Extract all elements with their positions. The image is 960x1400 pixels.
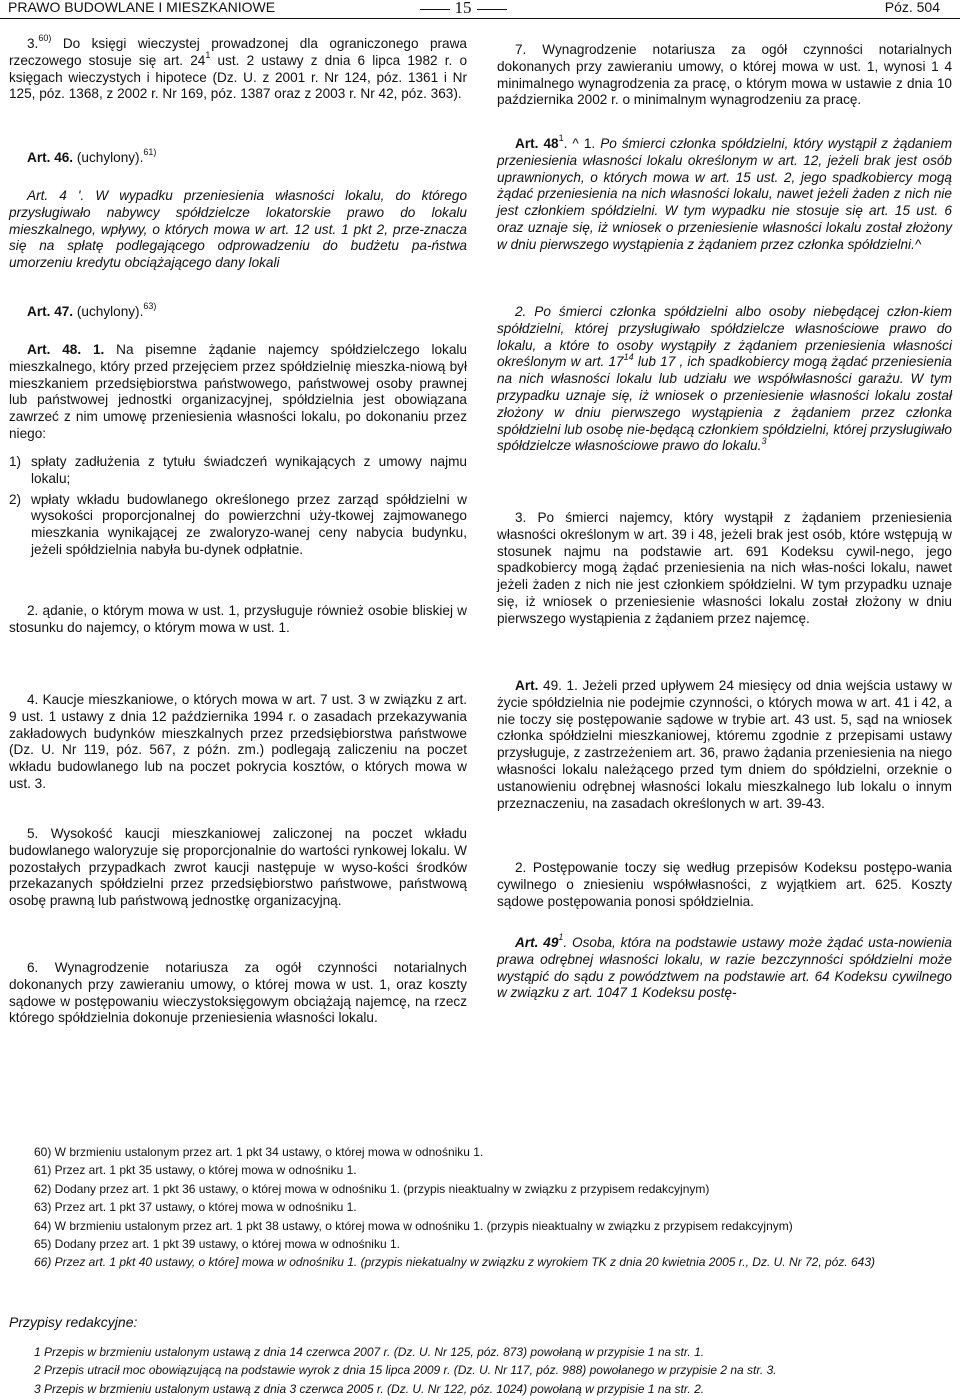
list-item xyxy=(9,454,467,488)
superscript: 1 xyxy=(558,133,564,144)
article-47 xyxy=(9,301,467,321)
p2a-text: 2. Po śmierci członka spółdzielni albo osoby niebędącej człon-kiem spółdzielni, której przysługiwało spółdzielcze własnościowe prawo do lokalu, a które to osoby wystąpiły z żądaniem przeniesienia własności określonym w art. 17 xyxy=(497,304,952,370)
footnotes xyxy=(34,1143,944,1272)
editorial-note: 3 Przepis w brzmieniu ustalonym ustawą z dnia 3 czerwca 2005 r. (Dz. U. Nr 122, póz. 1024) powołaną w przypisie 1 na str. 2. xyxy=(34,1381,705,1396)
article-46 xyxy=(9,147,467,167)
article-48-1 xyxy=(497,133,953,254)
footnote-ref: 63) xyxy=(143,301,157,312)
editorial-notes-title: Przypisy redakcyjne: xyxy=(9,1314,138,1330)
footnote: 61) Przez art. 1 pkt 35 ustawy, o której mowa w odnośniku 1. xyxy=(34,1163,357,1178)
art49-label: Art. xyxy=(515,678,539,693)
art4-text: W wypadku przeniesienia własności lokalu, do którego przysługiwało nabywcy spółdzielcze lokatorskie prawo do lokalu mieszkalnego, wpływy, o których mowa w art. 12 ust. 1 pkt 2, prze-znacza się na spłatę podlegającego odprowadzeniu do budżetu pa-ństwa umorzeniu kredytu obciążającego dany lokali xyxy=(9,188,468,271)
list-item xyxy=(9,492,467,559)
art48-1-mid: . ^ 1. xyxy=(563,136,596,151)
footnote: 62) Dodany przez art. 1 pkt 36 ustawy, o której mowa w odnośniku 1. (przypis nieaktualny w związku z przypisem redakcyjnym) xyxy=(34,1181,710,1196)
paragraph-2: 2. ądanie, o którym mowa w ust. 1, przysługuje również osobie bliskiej w stosunku do najemcy, o którym mowa w ust. 1. xyxy=(9,603,467,635)
footnote: 63) Przez art. 1 pkt 37 ustawy, o której mowa w odnośniku 1. xyxy=(34,1200,357,1215)
list-number: 2) xyxy=(9,491,22,507)
article-4 xyxy=(9,188,467,272)
paragraph-6: 6. Wynagrodzenie notariusza za ogół czynności notarialnych dokonanych przy zawieraniu umowy, o której mowa w ust. 1, oraz koszty sądowe w postępowaniu wieczystoksięgowym obciążają najemcę, na rzecz którego spółdzielnia dokonuje przeniesienia własności lokalu. xyxy=(9,960,467,1026)
header-rule xyxy=(0,18,960,19)
footnote: 64) W brzmieniu ustalonym przez art. 1 pkt 38 ustawy, o której mowa w odnośniku 1. (przypis nieaktualny w związku z przypisem redakcyjnym) xyxy=(34,1218,793,1233)
paragraph-5: 5. Wysokość kaucji mieszkaniowej zaliczonej na poczet wkładu budowlanego waloryzuje się proporcjonalnie do wartości rynkowej lokalu. W pozostałych przypadkach zwrot kaucji następuje w wyso-kości środków przekazanych spółdzielni przez przedsiębiorstwo państwowe, państwową osobę prawną lub państwową jednostkę organizacyjną. xyxy=(9,826,467,909)
article-49 xyxy=(497,678,952,812)
page-number xyxy=(413,0,513,16)
p3-number: 3. xyxy=(27,36,39,51)
list-number: 1) xyxy=(9,454,22,469)
art49-text: 49. 1. Jeżeli przed upływem 24 miesięcy od dnia wejścia ustawy w życie spółdzielnia nie podejmie czynności, o których mowa w art. 41 i 42, a nie toczy się postępowanie sądowe w trybie art. 43 ust. 5, sąd na wniosek członka spółdzielni mieszkaniowej, któremu zgodnie z przepisami ustawy przysługuje, z zastrzeżeniem art. 36, prawo żądania przeniesienia na niego własności lokalu należącego przed tym dniem do spółdzielni, orzeknie o ustanowieniu odrębnej własności lokalu mieszkalnego lub lokalu o innym przeznaczeniu, na zasadach określonych w art. 39-43. xyxy=(497,678,952,811)
header-title: PRAWO BUDOWLANE I MIESZKANIOWE xyxy=(8,0,276,15)
art48-label: Art. 48. 1. xyxy=(27,342,105,357)
art47-label: Art. 47. xyxy=(27,304,74,319)
article-49-1 xyxy=(497,932,952,1002)
editorial-note: 1 Przepis w brzmieniu ustalonym ustawą z dnia 14 czerwca 2007 r. (Dz. U. Nr 125, póz. 873) powołaną w przypisie 1 na str. 1. xyxy=(34,1345,705,1359)
art49-1-label: Art. 49 xyxy=(515,935,559,950)
header-position: Póz. 504 xyxy=(884,0,940,15)
art48-text: Na pisemne żądanie najemcy spółdzielczego lokalu mieszkalnego, który przed przejęciem przez spółdzielnię mieszka-niową był mieszkaniem przedsiębiorstwa państwowego, państwowej osoby prawnej lub państwowej jednostki organizacyjnej, spółdzielnia jest obowiązana zawrzeć z nim umowę przeniesienia własności lokalu, po dokonaniu przez niego: xyxy=(9,342,467,441)
footnote: 60) W brzmieniu ustalonym przez art. 1 pkt 34 ustawy, o której mowa w odnośniku 1. xyxy=(34,1145,484,1159)
footnote-ref: 60) xyxy=(38,33,52,44)
art48-list xyxy=(9,454,467,559)
page-header xyxy=(0,0,960,18)
editorial-note: 2 Przepis utracił moc obowiązującą na podstawie wyrok z dnia 15 lipca 2009 r. (Dz. U. Nr 117, póz. 988) powołanego w przypisie 2 na str. 3. xyxy=(34,1363,777,1378)
list-text: wpłaty wkładu budowlanego określonego przez zarząd spółdzielni w wysokości proporcjonalnej do powierzchni uży-tkowej zajmowanego mieszkania wynikającej ze zwaloryzo-wanej ceny nabycia budynku, jeżeli spółdzielnia nabyła bu-dynek odpłatnie. xyxy=(31,491,467,557)
art49-1-text: . Osoba, która na podstawie ustawy może żądać usta-nowienia prawa odrębnej własności lokalu, w razie bezczynności spółdzielni może wystąpić do sądu z powództwem na podstawie art. 64 Kodeksu cywilnego w związku z art. 1047 1 Kodeksu postę- xyxy=(497,935,952,1001)
art47-text: (uchylony). xyxy=(76,304,144,319)
superscript: 1 xyxy=(558,932,564,943)
art46-label: Art. 46. xyxy=(27,150,74,165)
p3-text-cont: ust. 2 ustawy z dnia 6 lipca 1982 r. o księgach wieczystych i hipotece (Dz. U. z 2001 r. Nr 124, póz. 1361 i Nr 125, póz. 1368, z 2002 r. Nr 169, póz. 1387 oraz z 2003 r. Nr 42, póz. 363). xyxy=(9,52,467,102)
art48-1-text: Po śmierci członka spółdzielni, który wystąpił z żądaniem przeniesienia własności lokalu określonym w art. 12, jeżeli brak jest osób uprawnionych, o których mowa w art. 15 ust. 2, jego spadkobiercy mogą żądać przeniesienia na nich własności lokalu, nawet jeżeli żaden z nich nie jest członkiem spółdzielni. W tym wypadku nie stosuje się art. 15 ust. 6 oraz uznaje się, iż wniosek o przeniesienie własności lokalu został złożony w dniu pierwszego wystąpienia z żądaniem przez członka spółdzielni.^ xyxy=(497,136,953,252)
editorial-notes xyxy=(34,1343,944,1398)
art46-text: (uchylony). xyxy=(76,150,144,165)
paragraph-2-postepowanie: 2. Postępowanie toczy się według przepisów Kodeksu postępo-wania cywilnego o zniesieniu współwłasności, z wyjątkiem art. 625. Koszty sądowe postępowania ponosi spółdzielnia. xyxy=(497,860,952,909)
footnote-ref: 61) xyxy=(143,147,157,158)
superscript: 3 xyxy=(761,435,767,446)
paragraph-2-right xyxy=(497,304,952,455)
paragraph-4: 4. Kaucje mieszkaniowe, o których mowa w art. 7 ust. 3 w związku z art. 9 ust. 1 ustawy z dnia 12 października 1994 r. o zasadach przekazywania zakładowych budynków mieszkalnych przez przedsiębiorstwa państwowe (Dz. U. Nr 119, póz. 567, z późn. zm.) podlegają zaliczeniu na poczet wkładu budowlanego lub na poczet pokrycia kosztów, o których mowa w ust. 3. xyxy=(9,692,467,791)
paragraph-7: 7. Wynagrodzenie notariusza za ogół czynności notarialnych dokonanych przy zawieraniu umowy, o której mowa w ust. 1, wynosi 1 4 minimalnego wynagrodzenia za pracę, o którym mowa w ustawie z dnia 10 października 2002 r. o minimalnym wynagrodzeniu za pracę. xyxy=(497,42,952,108)
p3-text: Do księgi wieczystej prowadzonej dla ograniczonego prawa rzeczowego stosuje się art. 24 xyxy=(9,36,467,68)
art48-1-label: Art. 48 xyxy=(515,136,559,151)
paragraph-3 xyxy=(9,33,467,103)
article-48 xyxy=(9,342,467,443)
p2b-text: lub 17 , ich spadkobiercy mogą żądać przeniesienia na nich własności lokalu lub udziału we współwłasności garażu. W tym przypadku uznaje się, iż wniosek o przeniesienie własności lokalu został złożony w dniu pierwszego wystąpienia z żądaniem przez członka spółdzielni lub osobę nie-będącą członkiem spółdzielni, której przysługiwało spółdzielcze własnościowe prawo do lokalu. xyxy=(497,354,952,454)
footnote: 66) Przez art. 1 pkt 40 ustawy, o które] mowa w odnośniku 1. (przypis niekatualny w związku z wyrokiem TK z dnia 20 kwietnia 2005 r., Dz. U. Nr 72, póz. 643) xyxy=(34,1255,876,1270)
paragraph-3-right: 3. Po śmierci najemcy, który wystąpił z żądaniem przeniesienia własności określonym w art. 39 i 48, jeżeli brak jest osób, które wstępują w stosunek najmu na podstawie art. 691 Kodeksu cywil-nego, jego spadkobiercy mogą żądać przeniesienia na nich włas-ności lokalu, nawet jeżeli żaden z nich nie jest członkiem spółdzielni. W tym przypadku uznaje się, iż wniosek o przeniesienie własności lokalu został złożony w dniu pierwszego wystąpienia z żądaniem przez najemcę. xyxy=(497,510,952,626)
superscript: 1 xyxy=(205,50,211,61)
superscript: 14 xyxy=(623,351,634,362)
page-number-value: 15 xyxy=(454,0,472,17)
art4-label: Art. 4 '. xyxy=(27,188,85,203)
footnote: 65) Dodany przez art. 1 pkt 39 ustawy, o której mowa w odnośniku 1. xyxy=(34,1237,400,1252)
list-text: spłaty zadłużenia z tytułu świadczeń wynikających z umowy najmu lokalu; xyxy=(31,454,467,486)
